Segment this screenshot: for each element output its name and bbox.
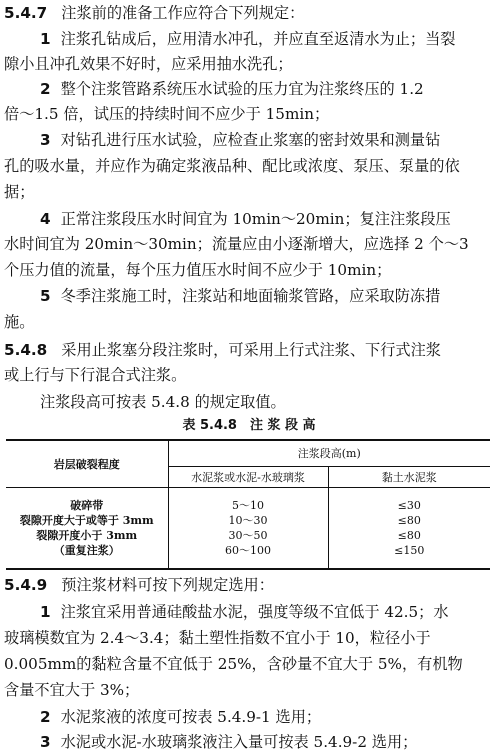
text-line: 或上行与下行混合式注浆。 xyxy=(4,366,187,384)
clause-item-2: 2 水泥浆液的浓度可按表 5.4.9-1 选用； xyxy=(40,708,322,726)
table-cell: 破碎带 xyxy=(70,499,104,512)
table-cell: （重复注浆） xyxy=(53,544,120,557)
text-line: 施。 xyxy=(4,313,35,331)
text-line: 倍～1.5 倍，试压的持续时间不应少于 15min； xyxy=(4,105,330,123)
group-header-segment-height: 注浆段高(m) xyxy=(168,440,490,467)
text-line: 孔的吸水量，并应作为确定浆液品种、配比或浓度、泵压、泵量的依 xyxy=(4,157,460,175)
clause-5-4-7-heading: 5.4.7 注浆前的准备工作应符合下列规定： xyxy=(4,4,305,22)
table-cell: 5～10 xyxy=(232,499,264,512)
clause-5-4-8-heading: 5.4.8 采用止浆塞分段注浆时，可采用上行式注浆、下行式注浆 xyxy=(4,341,441,359)
cement-slurry-values xyxy=(168,488,328,569)
text-line: 据； xyxy=(4,183,35,201)
col-header-rock-fracture: 岩层破裂程度 xyxy=(6,440,168,488)
col-header-clay-cement-slurry: 黏土水泥浆 xyxy=(328,467,490,488)
clause-item-1: 1 注浆孔钻成后，应用清水冲孔，并应直至返清水为止；当裂 xyxy=(40,30,456,48)
rock-fracture-cell xyxy=(6,488,168,569)
clause-5-4-9-heading: 5.4.9 预注浆材料可按下列规定选用： xyxy=(4,576,274,594)
table-cell: ≤80 xyxy=(397,514,421,527)
clause-item-3: 3 水泥或水泥-水玻璃浆液注入量可按表 5.4.9-2 选用； xyxy=(40,733,418,751)
table-cell: ≤150 xyxy=(394,544,425,557)
clause-item-4: 4 正常注浆段压水时间宜为 10min～20min；复注注浆段压 xyxy=(40,210,451,228)
grouting-segment-table xyxy=(6,440,490,568)
table-cell: 裂隙开度小于 3mm xyxy=(36,529,138,542)
col-header-cement-slurry: 水泥浆或水泥-水玻璃浆 xyxy=(168,467,328,488)
table-reference-line: 注浆段高可按表 5.4.8 的规定取值。 xyxy=(40,393,286,411)
clause-item-3: 3 对钻孔进行压水试验，应检查止浆塞的密封效果和测量钻 xyxy=(40,131,441,149)
table-cell: ≤30 xyxy=(397,499,421,512)
table-cell: 60～100 xyxy=(225,544,271,557)
clause-item-5: 5 冬季注浆施工时，注浆站和地面输浆管路，应采取防冻措 xyxy=(40,287,441,305)
clause-item-1: 1 注浆宜采用普通硅酸盐水泥，强度等级不宜低于 42.5；水 xyxy=(40,603,449,621)
table-cell: 裂隙开度大于或等于 3mm xyxy=(19,514,154,527)
clay-cement-values xyxy=(328,488,490,569)
table-cell: ≤80 xyxy=(397,529,421,542)
text-line: 玻璃模数宜为 2.4～3.4；黏土塑性指数不宜小于 10，粒径小于 xyxy=(4,629,431,647)
text-line: 0.005mm的黏粒含量不宜低于 25%，含砂量不宜大于 5%，有机物 xyxy=(4,655,463,673)
table-bottom-rule xyxy=(6,568,490,570)
text-line: 含量不宜大于 3%； xyxy=(4,681,140,699)
text-line: 隙小且冲孔效果不好时，应采用抽水洗孔； xyxy=(4,55,293,73)
table-cell: 30～50 xyxy=(228,529,268,542)
text-line: 水时间宜为 20min～30min；流量应由小逐渐增大，应选择 2 个～3 xyxy=(4,235,469,253)
table-caption: 表 5.4.8 注 浆 段 高 xyxy=(182,418,316,433)
table-cell: 10～30 xyxy=(228,514,268,527)
clause-item-2: 2 整个注浆管路系统压水试验的压力宜为注浆终压的 1.2 xyxy=(40,80,424,98)
text-line: 个压力值的流量，每个压力值压水时间不应少于 10min； xyxy=(4,261,392,279)
